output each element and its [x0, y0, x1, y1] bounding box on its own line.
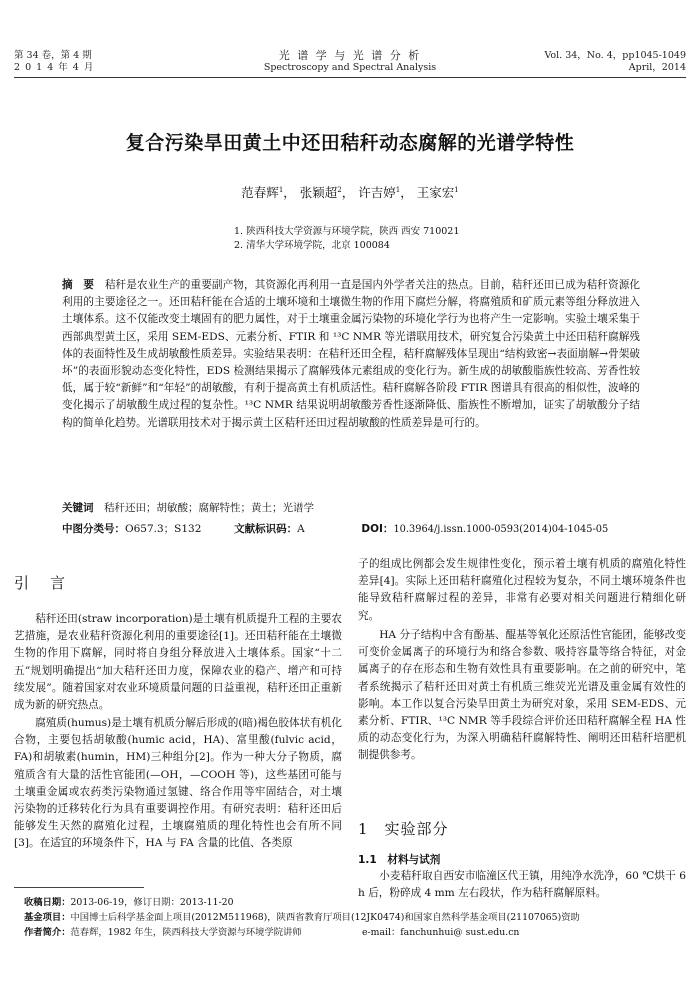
affiliation-1: 1. 陕西科技大学资源与环境学院，陕西 西安 710021 [234, 226, 460, 237]
intro-paragraph-2: 腐殖质(humus)是土壤有机质分解后形成的(暗)褐色胶体状有机化合物，主要包括胡敏酸(humic acid，HA)、富里酸(fulvic acid，FA)和胡敏素(humin，HM)三种组分[2]。作为一种大分子物质，腐殖质含有大量的活性官能团(—OH，—COOH 等)，这些基团可能与土壤重金属或农药类污染物通过氢键、络合作用等牢固结合，对土壤污染物的迁移转化行为具有重要调控作用。有研究表明：秸秆还田后能够发生天然的腐殖化过程，土壤腐殖质的理化特性也会有所不同[3]。在适宜的环境条件下，HA 与 FA 含量的比值、各类原 [14, 717, 342, 850]
doi-value: 10.3964/j.issn.1000-0593(2014)04-1045-05 [393, 524, 609, 535]
affiliation-2: 2. 清华大学环境学院，北京 100084 [234, 240, 390, 251]
affiliations [234, 225, 459, 253]
fund-projects: 基金项目：中国博士后科学基金面上项目(2012M511968)，陕西省教育厅项目(12JK0474)和国家自然科学基金项目(21107065)资助 [24, 912, 580, 923]
paper-title: 复合污染旱田黄土中还田秸秆动态腐解的光谱学特性 [125, 132, 575, 154]
keywords-text: 秸秆还田；胡敏酸；腐解特性；黄土；光谱学 [104, 502, 314, 514]
footnote-rule [14, 887, 144, 888]
intro-heading: 引 言 [14, 574, 69, 592]
keywords-label: 关键词 [62, 502, 94, 514]
journal-pages-info [544, 50, 686, 74]
abstract [62, 277, 640, 432]
year-month: 2 0 1 4 年 4 月 [14, 62, 95, 73]
author-list: 范春辉$^1$， 张颖超$^2$， 许吉婷$^1$， 王家宏$^1$ [241, 185, 459, 200]
clc-label: 中图分类号： [62, 523, 125, 535]
section-1-heading: 1 实验部分 [358, 820, 449, 838]
classification [62, 521, 652, 536]
abstract-label: 摘 要 [62, 279, 95, 291]
volume-issue: 第 34 卷，第 4 期 [14, 50, 92, 61]
issue-date: April，2014 [628, 62, 686, 73]
journal-name-cn: 光 谱 学 与 光 谱 分 析 [278, 49, 422, 62]
footnotes [24, 895, 694, 940]
intro-paragraph-4: HA 分子结构中含有酚基、醌基等氧化还原活性官能团，能够改变可变价金属离子的环境行为和络合参数、吸持容量等络合特征，对金属离子的存在形态和生物有效性具有重要影响。在之前的研究中，笔者系统揭示了秸秆还田对黄土有机质三维荧光光谱及重金属有效性的影响。本工作以复合污染旱田黄土为研究对象，采用 SEM-EDS、元素分析、FTIR、¹³C NMR 等手段综合评价还田秸秆腐解全程 HA 性质的动态变化行为，为深入明确秸秆腐解特性、阐明还田秸秆培肥机制提供参考。 [358, 629, 686, 762]
author-bio: 作者简介：范春辉，1982 年生，陕西科技大学资源与环境学院讲师 e-mail：fanchunhui@ sust.edu.cn [24, 927, 520, 938]
header-rule [14, 77, 686, 78]
doi-label: DOI： [361, 523, 394, 535]
author-email: e-mail：fanchunhui@ sust.edu.cn [362, 927, 520, 938]
journal-name-en: Spectroscopy and Spectral Analysis [263, 62, 437, 73]
received-dates: 收稿日期：2013-06-19，修订日期：2013-11-20 [24, 897, 234, 908]
author-3: 许吉婷$^1$ [358, 185, 401, 200]
intro-paragraph-3: 子的组成比例都会发生规律性变化，预示着土壤有机质的腐殖化特性差异[4]。实际上还田秸秆腐殖化过程较为复杂，不同土壤环境条件也能导致秸秆腐解过程的差异，非常有必要对相关问题进行精细化研究。 [358, 558, 686, 622]
section-1-1-heading: 1.1 材料与试剂 [358, 854, 441, 866]
intro-paragraph-1: 秸秆还田(straw incorporation)是土壤有机质提升工程的主要农艺措施，是农业秸秆资源化利用的重要途径[1]。还田秸秆能在土壤微生物的作用下腐解，同时将自身组分释放进入土壤体系。国家“十二五”规划明确提出“加大秸秆还田力度，保障农业的稳产、增产和可持续发展”。随着国家对农业环境质量问题的日益重视，秸秆还田正重新成为新的研究热点。 [14, 613, 342, 712]
vol-pages: Vol. 34，No. 4，pp1045-1049 [544, 50, 686, 61]
doc-code-value: A [297, 523, 305, 535]
section-1-1-paragraph: 小麦秸秆取自西安市临潼区代王镇，用纯净水洗净，60 ℃烘干 6 h 后，粉碎成 4 mm 左右段状，作为秸秆腐解原料。 [358, 870, 686, 900]
author-4: 王家宏$^1$ [416, 185, 459, 200]
clc-value: O657.3；S132 [125, 523, 202, 535]
abstract-text: 秸秆是农业生产的重要副产物，其资源化再利用一直是国内外学者关注的热点。目前，秸秆还田已成为秸秆资源化利用的主要途径之一。还田秸秆能在合适的土壤环境和土壤微生物的作用下腐烂分解，将腐殖质和矿质元素等组分释放进入土壤体系。这不仅能改变土壤固有的肥力属性，对于土壤重金属污染物的环境化学行为也将产生一定影响。实验土壤采集于西部典型黄土区，采用 SEM-EDS、元素分析、FTIR 和 ¹³C NMR 等光谱联用技术，研究复合污染黄土中还田秸秆腐解残体的表面特性及生成胡敏酸性质差异。实验结果表明：在秸秆还田全程，秸秆腐解残体呈现出“结构致密→表面崩解→骨架破坏”的表面形貌动态变化特性，EDS 检测结果揭示了腐解残体元素组成的变化行为。新生成的胡敏酸脂族性较高、芳香性较低，属于较“新鲜”和“年轻”的胡敏酸，有利于提高黄土有机质活性。秸秆腐解各阶段 FTIR 图谱具有很高的相似性，波峰的变化揭示了胡敏酸生成过程的复杂性。¹³C NMR 结果说明胡敏酸芳香性逐渐降低、脂族性不断增加，证实了胡敏酸分子结构的简单化趋势。光谱联用技术对于揭示黄土区秸秆还田过程胡敏酸的性质差异是可行的。 [62, 279, 641, 429]
doc-code-label: 文献标识码： [234, 523, 298, 535]
author-1: 范春辉$^1$ [241, 185, 284, 200]
author-2: 张颖超$^2$ [299, 185, 342, 200]
keywords [62, 500, 314, 515]
